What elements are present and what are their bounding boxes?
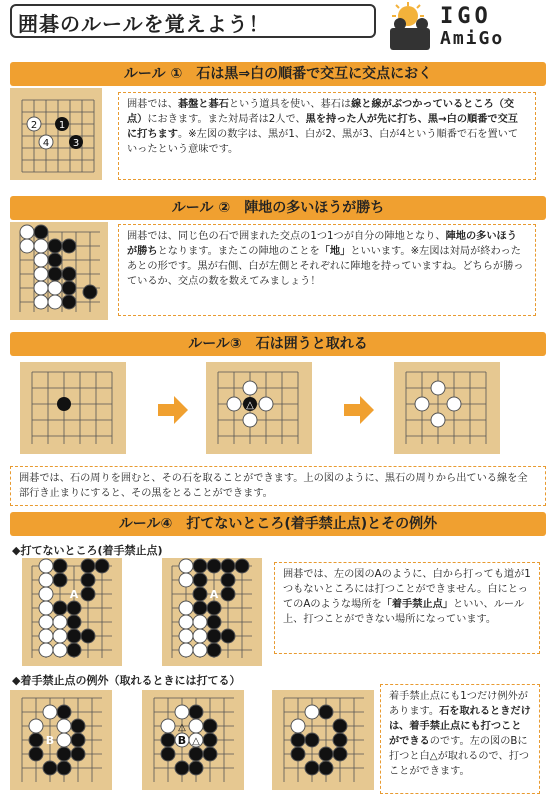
rule4-text-box-1: 囲碁では、左の図のAのように、白から打っても道が1つもないところには打つことができません。白にとってのAのような場所を「着手禁止点」といい、ルール上、打つことができない場所になっています。 [274,562,540,654]
triangle-mark: △ [246,400,254,411]
rule3-heading-bar [10,332,546,356]
rule2-board [10,222,108,320]
rule4-board-5 [272,690,374,790]
rule4-board-4 [142,690,244,790]
rule4-sub2: ◆着手禁止点の例外（取れるときには打てる） [12,674,241,687]
rule4-board-1 [22,558,122,666]
label-a: A [69,588,79,601]
arrow-right-icon [344,396,374,424]
stone-label-3: 3 [72,138,80,149]
rule1-board [10,88,102,180]
logo-text-igo: IGO [440,4,492,29]
stone-label-1: 1 [58,120,66,131]
rule1-text-box: 囲碁では、碁盤と碁石という道具を使い、碁石は線と線がぶつかっているところ（交点）におきます。また対局者は2人で、黒を持った人が先に打ち、黒→白の順番で交互に打ちます。※左図の数字は、黒が1、白が2、黒が3、白が4という順番で石を置いていったという意味です。 [118,92,536,180]
page-title: 囲碁のルールを覚えよう！ [18,12,270,36]
rule2-text-box: 囲碁では、同じ色の石で囲まれた交点の1つ1つが自分の陣地となり、陣地の多いほうが勝ちとなります。またこの陣地のことを「地」といいます。※左図は対局が終わったあとの形です。黒が右側、白が左側とそれぞれに陣地を持っていますね。どちらが勝っているか、交点の数を数えてみましょう！ [118,224,536,316]
rule4-heading: ルール④ 打てないところ(着手禁止点)とその例外 [118,516,438,532]
stone-label-4: 4 [42,138,50,149]
rule4-board-2 [162,558,262,666]
rule3-board-1 [20,362,126,454]
rule1-heading: ルール ① 石は黒⇒白の順番で交互に交点におく [123,66,433,82]
arrow-right-icon [158,396,188,424]
rule4-sub1: ◆打てないところ(着手禁止点) [12,544,163,557]
logo-text-amigo: AmiGo [440,28,505,49]
rule3-board-2 [206,362,312,454]
rule2-heading: ルール ② 陣地の多いほうが勝ち [171,200,385,216]
rule3-text-box: 囲碁では、石の周りを囲むと、その石を取ることができます。上の図のように、黒石の周りから出ている線を全部行き止まりにすると、その黒をとることができます。 [10,466,546,506]
rule3-board-3 [394,362,500,454]
rule4-board-3 [10,690,112,790]
rule1-heading-bar [10,62,546,86]
rule4-text-box-2: 着手禁止点にも1つだけ例外があります。石を取れるときだけは、着手禁止点にも打つことができるのです。左の図のBに打つと白△が取れるので、打つことができます。 [380,684,540,794]
rule3-heading: ルール③ 石は囲うと取れる [188,336,368,352]
rule2-heading-bar [10,196,546,220]
stone-label-2: 2 [30,120,38,131]
label-b: B [45,734,55,747]
label-b: B [177,734,187,747]
triangle-mark: △ [192,736,200,747]
label-a: A [209,588,219,601]
rule4-heading-bar [10,512,546,536]
triangle-mark: △ [178,722,186,733]
